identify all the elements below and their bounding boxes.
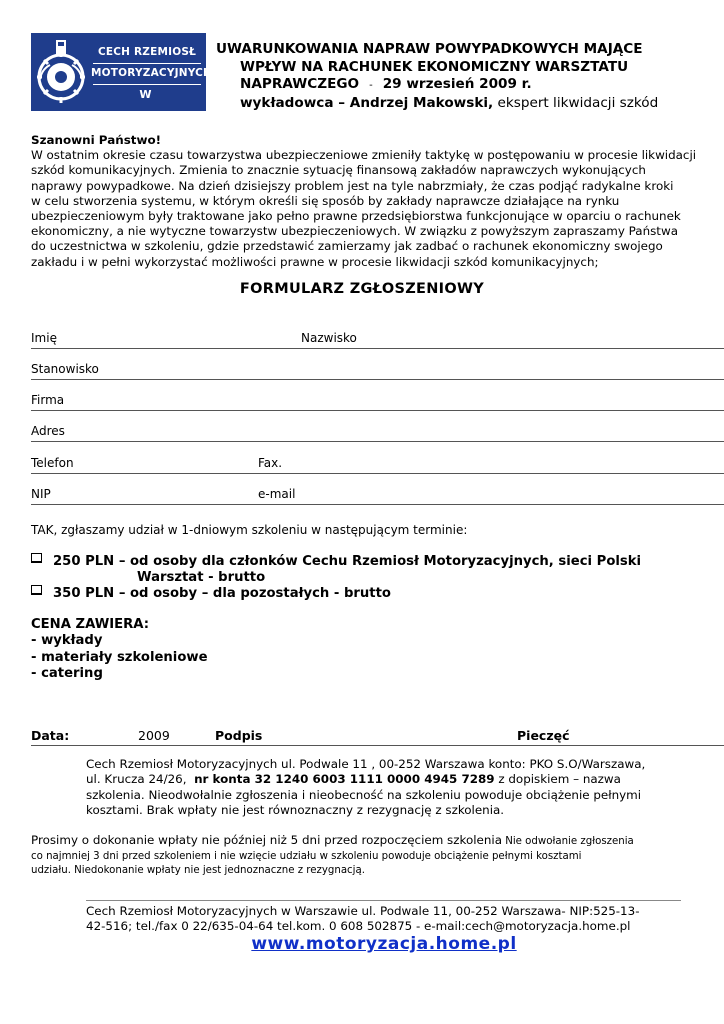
deadline-line: udziału. Niedokonanie wpłaty nie jest jednoznaczne z rezygnacją. [31, 865, 365, 876]
lecturer-title: ekspert likwidacji szkód [493, 94, 659, 111]
lecturer-name: wykładowca – Andrzej Makowski, [240, 94, 494, 111]
fax-label: Fax. [258, 456, 283, 470]
crest-emblem-icon [34, 39, 88, 105]
letter-line: w celu stworzenia systemu, w którym określi się sposób by zakłady naprawcze działające na rynku [31, 193, 620, 208]
footer-contact [86, 904, 686, 935]
name-row[interactable] [31, 332, 724, 349]
nip-label: NIP [31, 487, 51, 501]
header-dash: - [369, 80, 373, 91]
signature-label: Podpis [215, 728, 263, 743]
logo-divider [93, 84, 201, 85]
deadline-line: co najmniej 3 dni przed szkoleniem i nie wzięcie udziału w szkoleniu powoduje obciążenie pełnymi kosztami [31, 850, 582, 862]
logo-line-1: CECH RZEMIOSŁ [97, 46, 197, 58]
payment-line: Cech Rzemiosł Motoryzacyjnych ul. Podwale 11 , 00-252 Warszawa konto: PKO S.O/Warszawa, [86, 757, 646, 771]
option-others[interactable] [31, 585, 391, 602]
header-line-2: WPŁYW NA RACHUNEK EKONOMICZNY WARSZTATU [240, 58, 629, 75]
position-label: Stanowisko [31, 362, 99, 376]
letter-line: W ostatnim okresie czasu towarzystwa ubezpieczeniowe zmieniły taktykę w postępowaniu w procesie likwidacji [31, 148, 697, 163]
price-includes-title: CENA ZAWIERA: [31, 617, 150, 632]
phone-label: Telefon [31, 456, 74, 470]
option-members-label: 250 PLN – od osoby dla członków Cechu Rzemiosł Motoryzacyjnych, sieci Polski [53, 554, 642, 569]
header-subject: NAPRAWCZEGO [240, 76, 360, 92]
deadline-text: Prosimy o dokonanie wpłaty nie później niż 5 dni przed rozpoczęciem szkolenia [31, 833, 502, 847]
letter-line: szkód komunikacyjnych. Zmienia to znacznie sytuację finansową zakładów naprawczych wykonujących [31, 163, 646, 178]
logo-divider [93, 63, 201, 64]
website-link[interactable]: www.motoryzacja.home.pl [251, 934, 517, 954]
first-name-label: Imię [31, 331, 57, 345]
payment-address: ul. Krucza 24/26, [86, 772, 187, 787]
logo-line-2: MOTORYZACYJNYCH [91, 67, 213, 79]
last-name-label: Nazwisko [301, 331, 357, 345]
header-line-4 [216, 95, 716, 113]
letter-line: ekonomiczny, a nie wytyczne towarzystw ubezpieczeniowych. W związku z powyższym zapraszamy Państwa [31, 224, 678, 239]
checkbox-icon[interactable] [31, 585, 42, 595]
stamp-label: Pieczęć [517, 728, 570, 743]
letter-line: ubezpieczeniowym były traktowane jako pełno prawne przedsiębiorstwa funkcjonujące w oparciu o rachunek [31, 209, 681, 224]
payment-note: z dopiskiem – nazwa [494, 772, 621, 787]
price-item: - catering [31, 665, 103, 681]
document-header [216, 41, 716, 112]
payment-info [86, 757, 686, 818]
payment-line: kosztami. Brak wpłaty nie jest równoznaczny z rezygnację z szkolenia. [86, 802, 505, 817]
price-item: - wykłady [31, 633, 103, 649]
checkbox-icon[interactable] [31, 553, 42, 563]
email-label: e-mail [258, 487, 296, 501]
payment-line [86, 772, 686, 787]
letter-line: zakładu i w pełni wykorzystać możliwości prawne w procesie likwidacji szkód komunikacyjnych; [31, 254, 599, 269]
cancellation-text: Nie odwołanie zgłoszenia [501, 836, 634, 847]
logo-line-3: W WARSZAWIE [95, 88, 199, 122]
header-line-1: UWARUNKOWANIA NAPRAW POWYPADKOWYCH MAJĄCE [216, 41, 643, 57]
signature-row[interactable] [31, 729, 724, 746]
price-includes [31, 617, 208, 682]
price-item: - materiały szkoleniowe [31, 649, 208, 665]
date-year: 2009 [138, 728, 170, 743]
option-others-label: 350 PLN – od osoby – dla pozostałych - brutto [53, 586, 391, 601]
greeting: Szanowni Państwo! [31, 133, 162, 147]
header-line-3 [216, 76, 716, 95]
phone-row[interactable] [31, 457, 724, 474]
footer-line: Cech Rzemiosł Motoryzacyjnych w Warszawie ul. Podwale 11, 00-252 Warszawa- NIP:525-13- [86, 904, 640, 918]
footer-divider [86, 900, 681, 901]
letter-line: do uczestnictwa w szkoleniu, gdzie przedstawić zamierzamy jak zadbać o rachunek ekonomiczny swojego [31, 239, 663, 254]
registration-statement: TAK, zgłaszamy udział w 1-dniowym szkoleniu w następującym terminie: [31, 523, 468, 537]
payment-line: szkolenia. Nieodwołalnie zgłoszenia i nieobecność na szkoleniu powoduje obciążenie pełnymi [86, 787, 642, 802]
nip-row[interactable] [31, 488, 724, 505]
footer-line: 42-516; tel./fax 0 22/635-04-64 tel.kom. 0 608 502875 - e-mail:cech@motoryzacja.home.pl [86, 919, 631, 934]
company-row[interactable] [31, 394, 724, 411]
company-label: Firma [31, 393, 65, 407]
form-title: FORMULARZ ZGŁOSZENIOWY [239, 281, 485, 297]
account-number: nr konta 32 1240 6003 1111 0000 4945 7289 [194, 772, 495, 787]
address-label: Adres [31, 424, 65, 438]
letter-line: naprawy powypadkowe. Na dzień dzisiejszy problem jest na tyle nabrzmiały, że czas podjąć radykalne kroki [31, 178, 674, 193]
intro-letter [31, 133, 721, 270]
logo [31, 33, 213, 122]
position-row[interactable] [31, 363, 724, 380]
deadline-line [31, 833, 721, 850]
date-label: Data: [31, 728, 70, 743]
address-row[interactable] [31, 425, 724, 442]
payment-deadline [31, 833, 721, 879]
option-members[interactable] [31, 553, 641, 570]
header-date: 29 wrzesień 2009 r. [382, 76, 532, 92]
option-members-cont: Warsztat - brutto [137, 570, 266, 585]
